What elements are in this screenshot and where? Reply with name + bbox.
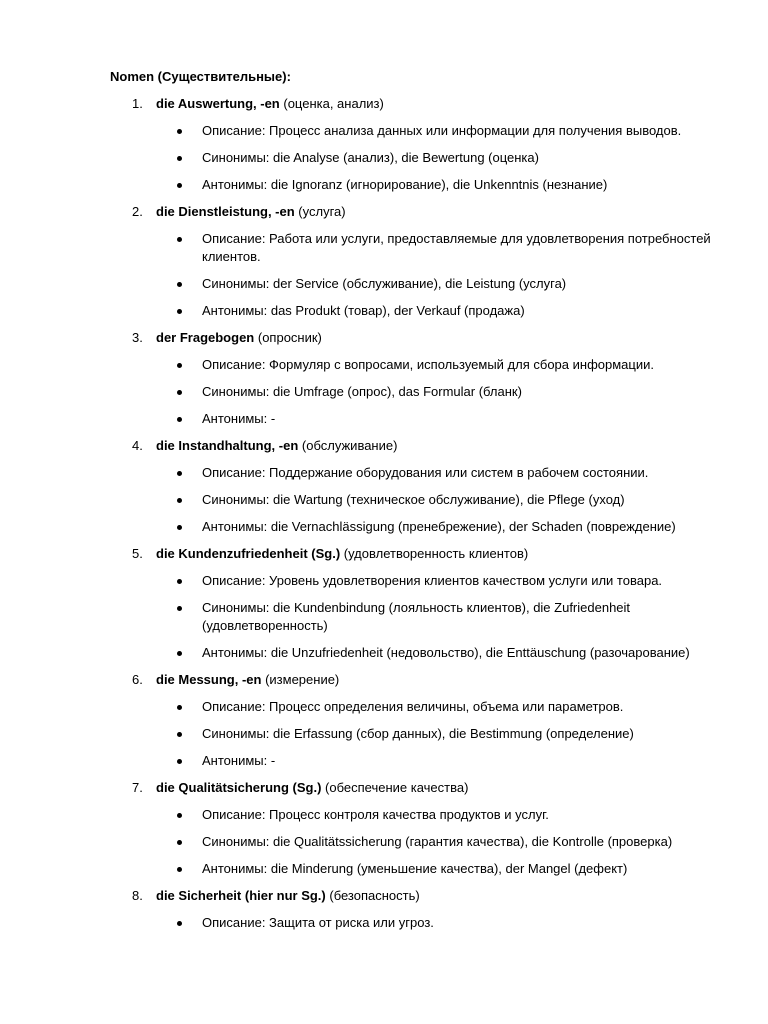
detail-item bbox=[0, 599, 768, 635]
detail-text: Антонимы: die Minderung (уменьшение качества), der Mangel (дефект) bbox=[202, 861, 628, 876]
detail-text: Антонимы: das Produkt (товар), der Verkauf (продажа) bbox=[202, 303, 525, 318]
detail-text: Описание: Защита от риска или угроз. bbox=[202, 915, 434, 930]
entry-details-list bbox=[0, 572, 768, 662]
entry-number: 1. bbox=[132, 96, 143, 111]
entry-number: 3. bbox=[132, 330, 143, 345]
bullet-dot-icon bbox=[177, 417, 182, 422]
detail-item bbox=[0, 644, 768, 662]
entry-term: die Auswertung, -en bbox=[156, 96, 280, 111]
detail-text: Описание: Формуляр с вопросами, используемый для сбора информации. bbox=[202, 357, 654, 372]
detail-item bbox=[0, 122, 768, 140]
detail-text: Синонимы: die Erfassung (сбор данных), die Bestimmung (определение) bbox=[202, 726, 634, 741]
entry-header bbox=[0, 95, 768, 113]
vocabulary-entry bbox=[0, 203, 768, 320]
bullet-dot-icon bbox=[177, 840, 182, 845]
bullet-dot-icon bbox=[177, 390, 182, 395]
entry-term-line bbox=[156, 671, 339, 689]
entry-term-line bbox=[156, 437, 397, 455]
vocabulary-entry bbox=[0, 95, 768, 194]
detail-item bbox=[0, 572, 768, 590]
entry-translation: (удовлетворенность клиентов) bbox=[340, 546, 529, 561]
detail-text: Описание: Поддержание оборудования или систем в рабочем состоянии. bbox=[202, 465, 649, 480]
entry-term-line bbox=[156, 203, 346, 221]
entry-details-list bbox=[0, 356, 768, 428]
vocabulary-entry bbox=[0, 671, 768, 770]
detail-text: Антонимы: die Ignoranz (игнорирование), die Unkenntnis (незнание) bbox=[202, 177, 608, 192]
bullet-dot-icon bbox=[177, 525, 182, 530]
bullet-dot-icon bbox=[177, 606, 182, 611]
vocabulary-entry bbox=[0, 545, 768, 662]
detail-item bbox=[0, 356, 768, 374]
entry-term-line bbox=[156, 545, 528, 563]
entry-header bbox=[0, 329, 768, 347]
entry-term: die Dienstleistung, -en bbox=[156, 204, 295, 219]
entry-term: die Qualitätsicherung (Sg.) bbox=[156, 780, 322, 795]
detail-text: Синонимы: der Service (обслуживание), die Leistung (услуга) bbox=[202, 276, 567, 291]
bullet-dot-icon bbox=[177, 921, 182, 926]
vocabulary-entry bbox=[0, 779, 768, 878]
detail-text: Синонимы: die Kundenbindung (лояльность клиентов), die Zufriedenheit (удовлетворенность) bbox=[202, 600, 631, 633]
detail-text: Описание: Процесс определения величины, объема или параметров. bbox=[202, 699, 624, 714]
entry-header bbox=[0, 545, 768, 563]
entry-number: 7. bbox=[132, 780, 143, 795]
detail-text: Описание: Уровень удовлетворения клиентов качеством услуги или товара. bbox=[202, 573, 663, 588]
vocabulary-entry bbox=[0, 329, 768, 428]
bullet-dot-icon bbox=[177, 363, 182, 368]
entry-translation: (обслуживание) bbox=[298, 438, 398, 453]
bullet-dot-icon bbox=[177, 759, 182, 764]
entry-header bbox=[0, 671, 768, 689]
detail-text: Антонимы: die Vernachlässigung (пренебрежение), der Schaden (повреждение) bbox=[202, 519, 676, 534]
detail-item bbox=[0, 518, 768, 536]
entry-header bbox=[0, 779, 768, 797]
bullet-dot-icon bbox=[177, 309, 182, 314]
entry-term: die Messung, -en bbox=[156, 672, 262, 687]
detail-text: Синонимы: die Umfrage (опрос), das Formular (бланк) bbox=[202, 384, 522, 399]
entry-details-list bbox=[0, 806, 768, 878]
detail-item bbox=[0, 383, 768, 401]
detail-item bbox=[0, 806, 768, 824]
detail-item bbox=[0, 176, 768, 194]
section-heading: Nomen (Существительные): bbox=[110, 69, 291, 84]
detail-text: Антонимы: die Unzufriedenheit (недовольство), die Enttäuschung (разочарование) bbox=[202, 645, 690, 660]
entry-translation: (обеспечение качества) bbox=[321, 780, 469, 795]
vocabulary-entry bbox=[0, 887, 768, 932]
bullet-dot-icon bbox=[177, 867, 182, 872]
entry-details-list bbox=[0, 122, 768, 194]
bullet-dot-icon bbox=[177, 237, 182, 242]
bullet-dot-icon bbox=[177, 813, 182, 818]
detail-text: Описание: Процесс контроля качества продуктов и услуг. bbox=[202, 807, 549, 822]
entry-translation: (услуга) bbox=[294, 204, 346, 219]
detail-item bbox=[0, 464, 768, 482]
entry-term: die Instandhaltung, -en bbox=[156, 438, 299, 453]
vocabulary-entry bbox=[0, 437, 768, 536]
detail-item bbox=[0, 275, 768, 293]
vocabulary-list bbox=[0, 95, 768, 941]
entry-translation: (оценка, анализ) bbox=[279, 96, 384, 111]
entry-number: 4. bbox=[132, 438, 143, 453]
detail-text: Описание: Работа или услуги, предоставляемые для удовлетворения потребностей клиентов. bbox=[202, 231, 711, 264]
entry-translation: (измерение) bbox=[261, 672, 340, 687]
bullet-dot-icon bbox=[177, 705, 182, 710]
entry-term: die Kundenzufriedenheit (Sg.) bbox=[156, 546, 341, 561]
entry-details-list bbox=[0, 698, 768, 770]
bullet-dot-icon bbox=[177, 156, 182, 161]
entry-term-line bbox=[156, 95, 384, 113]
entry-header bbox=[0, 203, 768, 221]
entry-details-list bbox=[0, 230, 768, 320]
bullet-dot-icon bbox=[177, 498, 182, 503]
bullet-dot-icon bbox=[177, 651, 182, 656]
bullet-dot-icon bbox=[177, 471, 182, 476]
bullet-dot-icon bbox=[177, 732, 182, 737]
entry-term-line bbox=[156, 887, 420, 905]
detail-item bbox=[0, 725, 768, 743]
entry-details-list bbox=[0, 914, 768, 932]
entry-term-line bbox=[156, 779, 468, 797]
detail-item bbox=[0, 860, 768, 878]
detail-text: Синонимы: die Wartung (техническое обслуживание), die Pflege (уход) bbox=[202, 492, 625, 507]
detail-text: Синонимы: die Analyse (анализ), die Bewertung (оценка) bbox=[202, 150, 539, 165]
entry-number: 8. bbox=[132, 888, 143, 903]
entry-number: 6. bbox=[132, 672, 143, 687]
detail-text: Антонимы: - bbox=[202, 753, 276, 768]
bullet-dot-icon bbox=[177, 282, 182, 287]
detail-text: Описание: Процесс анализа данных или информации для получения выводов. bbox=[202, 123, 682, 138]
entry-header bbox=[0, 887, 768, 905]
bullet-dot-icon bbox=[177, 183, 182, 188]
entry-number: 5. bbox=[132, 546, 143, 561]
detail-item bbox=[0, 410, 768, 428]
detail-item bbox=[0, 491, 768, 509]
entry-term: der Fragebogen bbox=[156, 330, 255, 345]
entry-translation: (безопасность) bbox=[325, 888, 420, 903]
entry-term: die Sicherheit (hier nur Sg.) bbox=[156, 888, 326, 903]
detail-item bbox=[0, 833, 768, 851]
detail-item bbox=[0, 149, 768, 167]
entry-term-line bbox=[156, 329, 322, 347]
detail-text: Антонимы: - bbox=[202, 411, 276, 426]
entry-translation: (опросник) bbox=[254, 330, 322, 345]
detail-item bbox=[0, 302, 768, 320]
bullet-dot-icon bbox=[177, 579, 182, 584]
detail-item bbox=[0, 230, 768, 266]
entry-number: 2. bbox=[132, 204, 143, 219]
entry-details-list bbox=[0, 464, 768, 536]
detail-item bbox=[0, 698, 768, 716]
entry-header bbox=[0, 437, 768, 455]
bullet-dot-icon bbox=[177, 129, 182, 134]
detail-text: Синонимы: die Qualitätssicherung (гарантия качества), die Kontrolle (проверка) bbox=[202, 834, 673, 849]
detail-item bbox=[0, 752, 768, 770]
detail-item bbox=[0, 914, 768, 932]
